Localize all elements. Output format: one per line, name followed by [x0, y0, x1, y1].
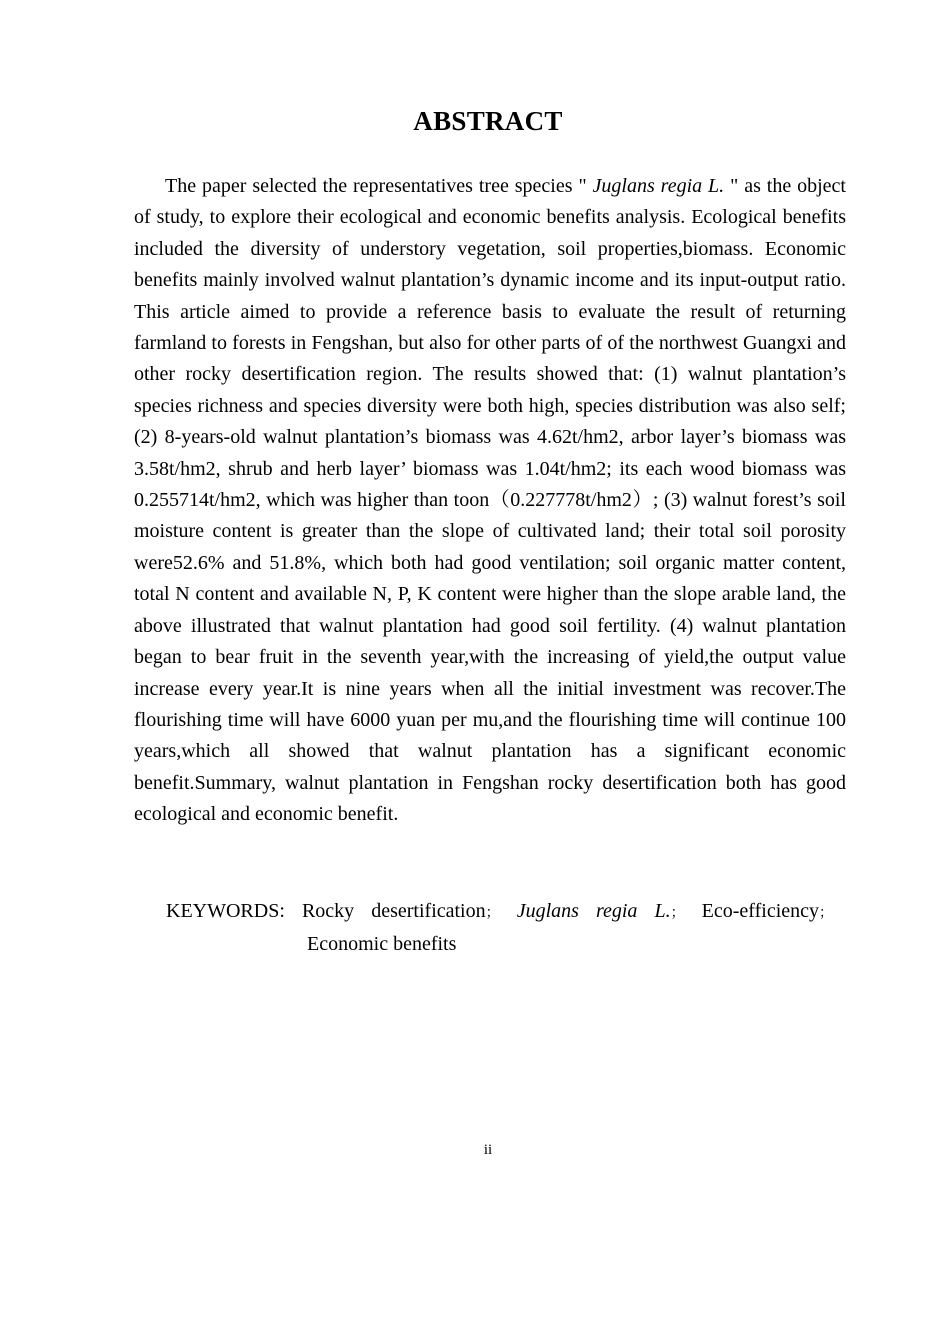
keyword-rocky-desertification: Rocky desertification [301, 900, 486, 922]
abstract-text-part2: " as the object of study, to explore their ecological and economic benefits analysis. Ecological benefits included the diversity of understory vegetation, soil properties,biomass. Economic benefits mainly involved walnut plantation’s dynamic income and its input-output ratio. This article aimed to provide a reference basis to evaluate the result of returning farmland to forests in Fengshan, but also for other parts of of the northwest Guangxi and other rocky desertification region. The results showed that: (1) walnut plantation’s species richness and species diversity were both high, species distribution was also self; (2) 8-years-old walnut plantation’s biomass was 4.62t/hm2, arbor layer’s biomass was 3.58t/hm2, shrub and herb layer’ biomass was 1.04t/hm2; its each wood biomass was 0.255714t/hm2, which was higher than toon（0.227778t/hm2）; (3) walnut forest’s soil moisture content is greater than the slope of cultivated land; their total soil porosity were52.6% and 51.8%, which both had good ventilation; soil organic matter content, total N content and available N, P, K content were higher than the slope arable land, the above illustrated that walnut plantation had good soil fertility. (4) walnut plantation began to bear fruit in the seventh year,with the increasing of yield,the output value increase every year.It is nine years when all the initial investment was recover.The flourishing time will have 6000 yuan per mu,and the flourishing time will continue 100 years,which all showed that walnut plantation has a significant economic benefit.Summary, walnut plantation in Fengshan rocky desertification both has good ecological and economic benefit. [134, 175, 846, 826]
keywords-section [166, 896, 846, 961]
species-name-italic: Juglans regia L. [592, 175, 725, 197]
keyword-separator: ； [485, 906, 500, 921]
keyword-juglans-regia: Juglans regia L. [516, 900, 671, 922]
abstract-title: ABSTRACT [413, 106, 563, 136]
abstract-text-part1: The paper selected the representatives tree species " [165, 175, 593, 197]
abstract-paragraph [134, 171, 846, 831]
keyword-separator: ； [670, 906, 685, 921]
keyword-separator: ； [819, 906, 834, 921]
keyword-eco-efficiency: Eco-efficiency [701, 900, 820, 922]
keywords-line-1 [166, 896, 833, 929]
keyword-economic-benefits: Economic benefits [307, 933, 457, 956]
keywords-line-2 [166, 929, 846, 960]
keywords-label: KEYWORDS: [166, 900, 285, 922]
page-number: ii [483, 1142, 493, 1158]
